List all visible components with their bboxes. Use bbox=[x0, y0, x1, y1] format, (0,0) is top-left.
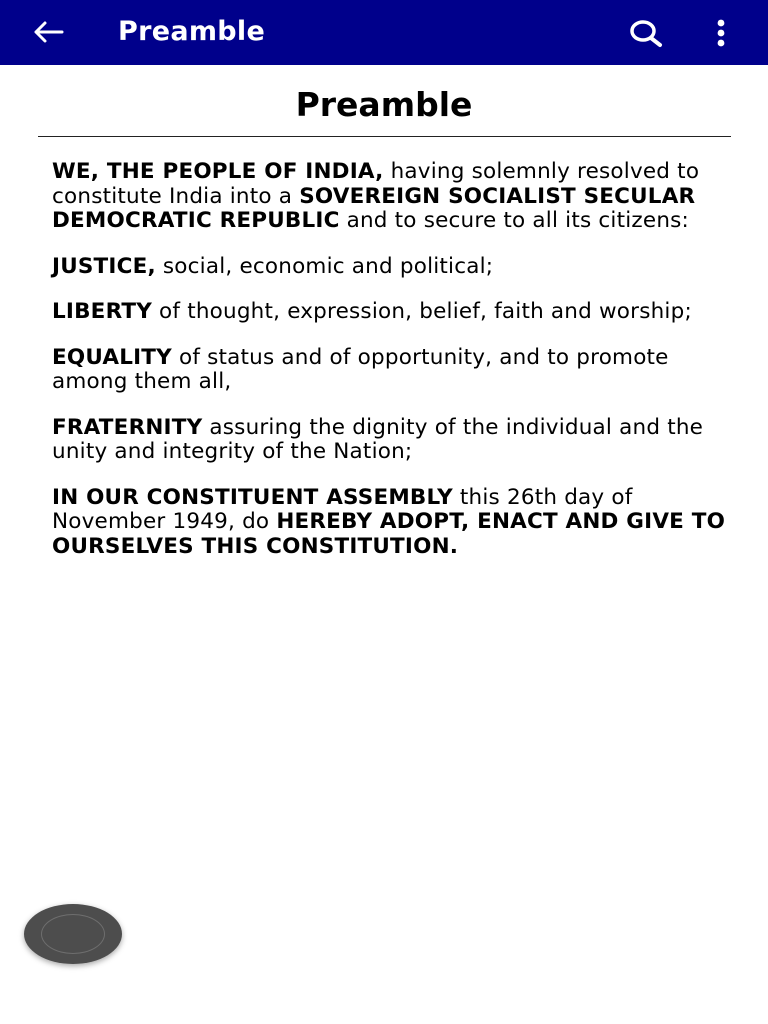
intro-bold-republic: SOVEREIGN SOCIALIST SECULAR DEMOCRATIC REPUBLIC bbox=[52, 183, 696, 233]
search-icon bbox=[627, 18, 665, 48]
preamble-paragraph-intro bbox=[52, 160, 732, 234]
liberty-text: of thought, expression, belief, faith and worship; bbox=[152, 299, 692, 324]
intro-bold-people: WE, THE PEOPLE OF INDIA, bbox=[52, 159, 384, 184]
justice-text: social, economic and political; bbox=[155, 253, 494, 279]
preamble-paragraph-justice bbox=[52, 255, 732, 280]
preamble-text bbox=[52, 160, 732, 580]
page-title: Preamble bbox=[295, 85, 473, 124]
fraternity-text: assuring the dignity of the individual and the unity and integrity of the Nation; bbox=[52, 414, 704, 464]
floating-action-icon bbox=[41, 914, 105, 954]
preamble-paragraph-assembly bbox=[52, 486, 732, 560]
preamble-paragraph-fraternity bbox=[52, 416, 732, 465]
equality-bold: EQUALITY bbox=[52, 344, 172, 370]
adopt-bold: HEREBY ADOPT, ENACT AND GIVE TO OURSELVES THIS CONSTITUTION. bbox=[52, 509, 726, 559]
app-bar bbox=[0, 0, 768, 65]
back-button[interactable] bbox=[28, 14, 68, 50]
liberty-bold: LIBERTY bbox=[52, 299, 152, 324]
preamble-paragraph-equality bbox=[52, 346, 732, 395]
title-divider bbox=[38, 136, 731, 137]
more-options-button[interactable] bbox=[704, 14, 738, 52]
assembly-bold: IN OUR CONSTITUENT ASSEMBLY bbox=[52, 484, 453, 510]
equality-text: of status and of opportunity, and to promote among them all, bbox=[52, 344, 669, 394]
assembly-text: this 26th day of November 1949, do bbox=[52, 484, 633, 534]
search-button[interactable] bbox=[624, 14, 668, 52]
floating-action-button[interactable] bbox=[24, 904, 122, 964]
more-vert-icon bbox=[715, 18, 727, 48]
intro-text-resolved: having solemnly resolved to constitute India into a bbox=[52, 159, 700, 209]
fraternity-bold: FRATERNITY bbox=[52, 414, 203, 440]
justice-bold: JUSTICE, bbox=[52, 253, 156, 279]
intro-text-secure: and to secure to all its citizens: bbox=[339, 208, 689, 233]
app-bar-title: Preamble bbox=[118, 16, 266, 47]
preamble-paragraph-liberty bbox=[52, 300, 732, 325]
back-arrow-icon bbox=[32, 20, 64, 44]
